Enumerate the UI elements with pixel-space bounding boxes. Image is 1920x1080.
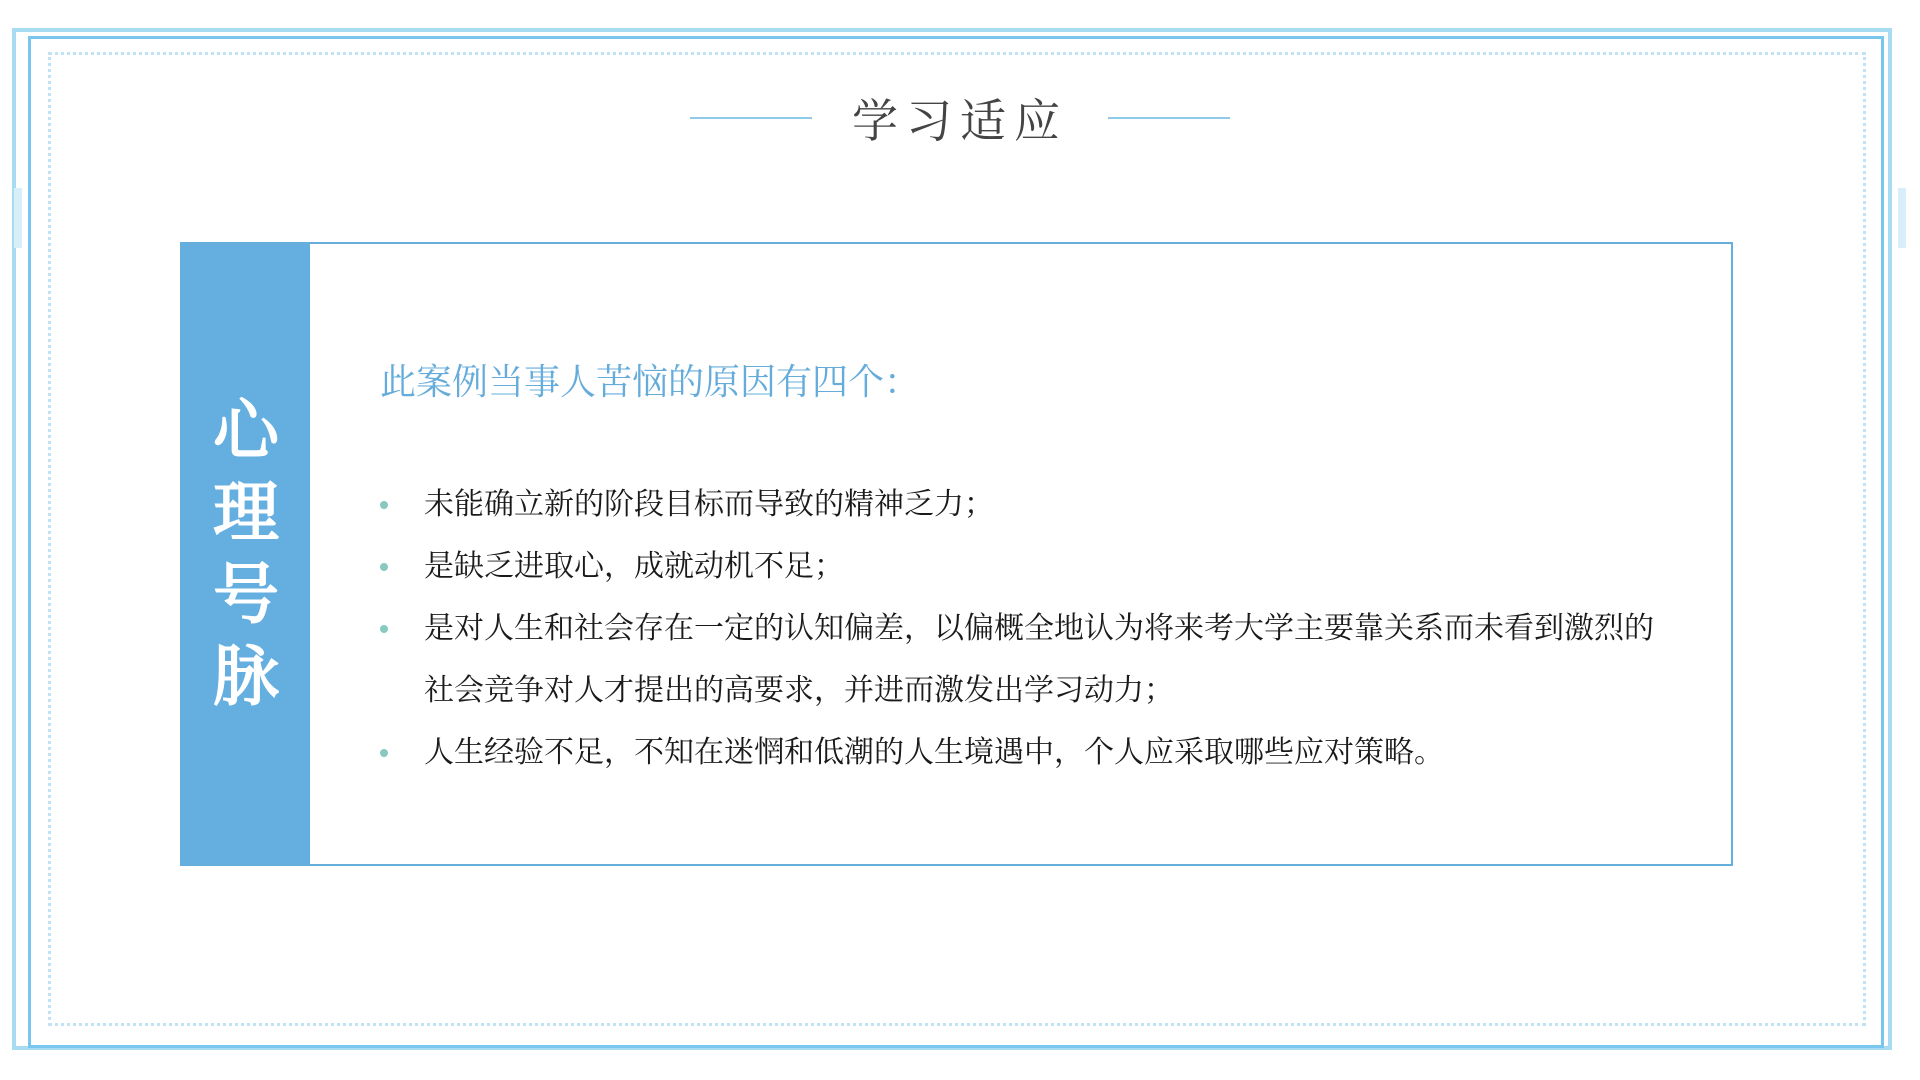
left-edge-mark: [14, 188, 22, 248]
title-left-line: [690, 117, 812, 119]
right-edge-mark: [1898, 188, 1906, 248]
side-label: 心理号脉: [213, 392, 279, 715]
side-label-band: [182, 244, 310, 864]
list-item: [380, 722, 1680, 784]
title-bar: [0, 82, 1920, 154]
bullet-dot-icon: [380, 749, 388, 757]
list-item: [380, 536, 1680, 598]
list-item-text: 是对人生和社会存在一定的认知偏差，以偏概全地认为将来考大学主要靠关系而未看到激烈的社会竞争对人才提出的高要求，并进而激发出学习动力；: [424, 611, 1654, 708]
list-item-text: 是缺乏进取心，成就动机不足；: [424, 549, 844, 584]
list-item-text: 人生经验不足，不知在迷惘和低潮的人生境遇中，个人应采取哪些应对策略。: [424, 735, 1444, 770]
bullet-dot-icon: [380, 501, 388, 509]
title-right-line: [1108, 117, 1230, 119]
bullet-list: [380, 474, 1680, 784]
list-item: [380, 474, 1680, 536]
bullet-dot-icon: [380, 563, 388, 571]
list-item-text: 未能确立新的阶段目标而导致的精神乏力；: [424, 487, 994, 522]
list-item: [380, 598, 1680, 722]
content-heading: 此案例当事人苦恼的原因有四个：: [380, 362, 921, 403]
slide-title: 学习适应: [852, 94, 1068, 148]
bullet-dot-icon: [380, 625, 388, 633]
content-panel: [180, 242, 1733, 866]
